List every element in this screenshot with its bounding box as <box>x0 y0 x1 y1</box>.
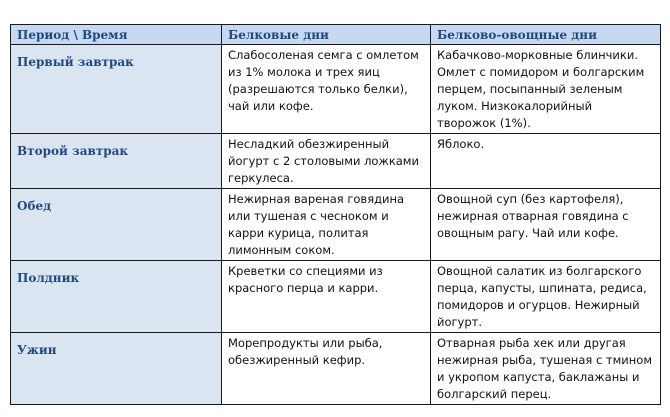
protein-vegetable-day-cell: Отварная рыба хек или другая нежирная рыба, тушеная с тмином и укропом капуста, баклажаны и болгарский перец. <box>431 333 661 405</box>
period-cell: Обед <box>11 189 222 261</box>
protein-day-cell: Слабосоленая семга с омлетом из 1% молока и трех яиц (разрешаются только белки), чай или кофе. <box>222 45 431 134</box>
diet-schedule-table <box>10 24 661 405</box>
protein-day-cell: Морепродукты или рыба, обезжиренный кефир. <box>222 333 431 405</box>
period-cell: Ужин <box>11 333 222 405</box>
protein-day-cell: Нежирная вареная говядина или тушеная с чесноком и карри курица, политая лимонным соком. <box>222 189 431 261</box>
header-row <box>11 25 661 45</box>
table-header <box>11 25 661 45</box>
header-period-time: Период \ Время <box>11 25 222 45</box>
protein-day-cell: Несладкий обезжиренный йогурт с 2 столовыми ложками геркулеса. <box>222 134 431 189</box>
protein-vegetable-day-cell: Кабачково-морковные блинчики. Омлет с помидором и болгарским перцем, посыпанный зеленым луком. Низкокалорийный творожок (1%). <box>431 45 661 134</box>
protein-vegetable-day-cell: Яблоко. <box>431 134 661 189</box>
period-cell: Первый завтрак <box>11 45 222 134</box>
period-cell: Полдник <box>11 261 222 333</box>
table-row <box>11 134 661 189</box>
header-protein-vegetable-days: Белково-овощные дни <box>431 25 661 45</box>
period-cell: Второй завтрак <box>11 134 222 189</box>
table-row <box>11 333 661 405</box>
header-protein-days: Белковые дни <box>222 25 431 45</box>
table-body <box>11 45 661 405</box>
table-row <box>11 189 661 261</box>
protein-vegetable-day-cell: Овощной суп (без картофеля), нежирная отварная говядина с овощным рагу. Чай или кофе. <box>431 189 661 261</box>
table-row <box>11 45 661 134</box>
protein-day-cell: Креветки со специями из красного перца и карри. <box>222 261 431 333</box>
protein-vegetable-day-cell: Овощной салатик из болгарского перца, капусты, шпината, редиса, помидоров и огурцов. Нежирный йогурт. <box>431 261 661 333</box>
table-row <box>11 261 661 333</box>
